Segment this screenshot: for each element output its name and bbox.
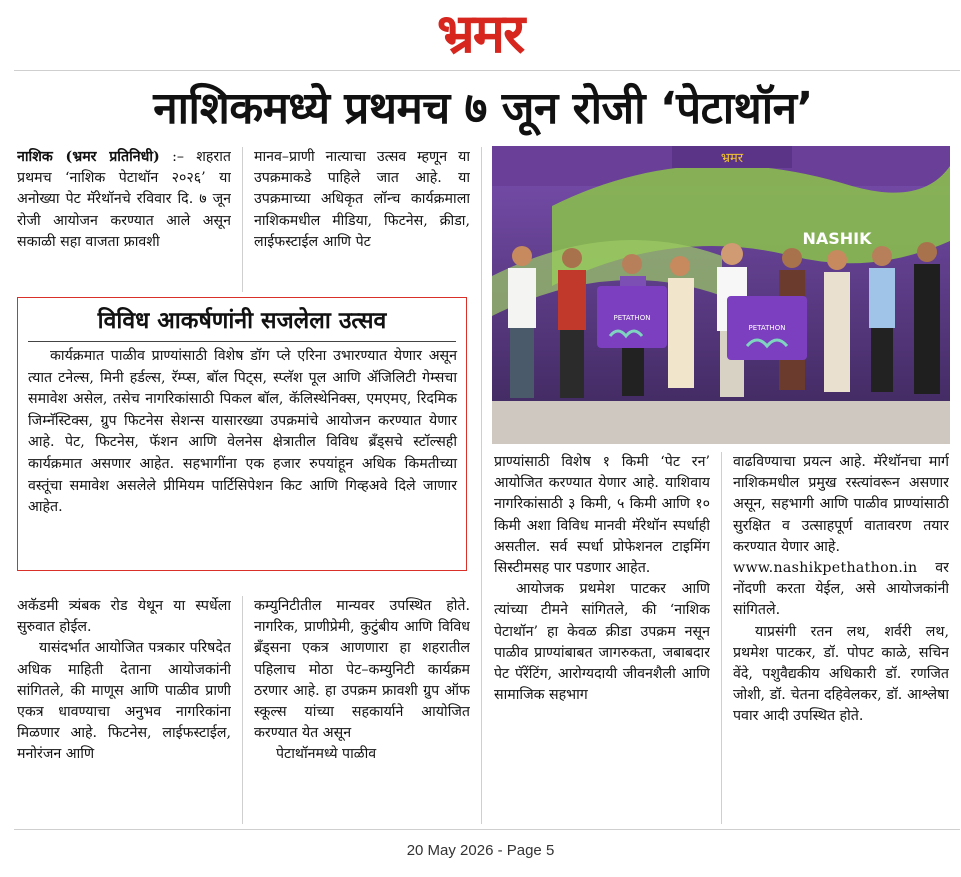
column-2-top-text: मानव–प्राणी नात्याचा उत्सव म्हणून या उपक्रमाकडे पाहिले जात आहे. या उपक्रमाच्या अधिकृत लॉन्च कार्यक्रमाला नाशिकमधील मीडिया, फिटनेस, क्रीडा, लाईफस्टाईल आणि पेट bbox=[254, 149, 470, 250]
newspaper-logo: भ्रमर bbox=[436, 2, 524, 65]
column-1-top bbox=[17, 147, 231, 292]
column-4-text: वाढविण्याचा प्रयत्न आहे. मॅरेथॉनचा मार्ग नाशिकमधील प्रमुख रस्त्यांवरून असणार असून, सहभागी आणि पाळीव प्राण्यांसाठी सुरक्षित व उत्साहपूर्ण वातावरण तयार करण्यात येणार आहे. bbox=[733, 454, 949, 555]
column-1-bottom bbox=[17, 596, 231, 824]
dateline: नाशिक (भ्रमर प्रतिनिधी) bbox=[17, 149, 160, 165]
photo-banner-text: NASHIK bbox=[802, 229, 872, 248]
column-4 bbox=[733, 452, 949, 824]
page-footer: 20 May 2026 - Page 5 bbox=[406, 842, 555, 859]
article-headline: नाशिकमध्ये प्रथमच ७ जून रोजी ‘पेटाथॉन’ bbox=[153, 83, 813, 134]
column-1-bottom-text: अकॅडमी त्र्यंबक रोड येथून या स्पर्धेला सुरुवात होईल. bbox=[17, 598, 231, 636]
website-url: www.nashikpethathon.in bbox=[733, 560, 918, 577]
box-body bbox=[28, 346, 457, 519]
column-2-bottom-text: कम्युनिटीतील मान्यवर उपस्थित होते. नागरिक, प्राणीप्रेमी, कुटुंबीय आणि विविध ब्रँड्सना एकत्र आणणारा हा शहरातील पहिलाच मोठा पेट–कम्युनिटी कार्यक्रम ठरणार आहे. हा उपक्रम फ्रावशी ग्रुप ऑफ स्कूल्स यांच्या सहकार्याने आयोजित करण्यात येत असून bbox=[254, 598, 470, 742]
photo-top-text: भ्रमर bbox=[720, 151, 744, 166]
top-divider bbox=[14, 70, 960, 71]
bottom-divider bbox=[14, 829, 960, 830]
column-divider bbox=[242, 596, 243, 824]
column-divider bbox=[481, 147, 482, 824]
box-title-underline bbox=[28, 341, 456, 342]
box-body-text: कार्यक्रमात पाळीव प्राण्यांसाठी विशेष डॉग प्ले एरिना उभारण्यात येणार असून त्यात टनेल्स, मिनी हर्डल्स, रॅम्प्स, बॉल पिट्स, स्प्लॅश पूल आणि ॲजिलिटी गेम्सचा समावेश असेल, तसेच नागरिकांसाठी पिकल बॉल, कॅलिस्थेनिक्स, एमएमए, रिदमिक जिम्नॅस्टिक्स, ग्रुप फिटनेस सेशन्स यासारख्या उपक्रमांचे आयोजन करण्यात येणार आहे. पेट, फिटनेस, फॅशन आणि वेलनेस क्षेत्रातील विविध ब्रँड्सचे स्टॉल्सही कार्यक्रमात असणार आहेत. सहभागींना एक हजार रुपयांहून अधिक किमतीच्या वस्तूंचा समावेश असलेले प्रीमियम पार्टिसिपेशन किट आणि गिव्हअवे दिले जाणार आहेत. bbox=[28, 348, 457, 516]
column-3-para2: आयोजक प्रथमेश पाटकर आणि त्यांच्या टीमने सांगितले, की ‘नाशिक पेटाथॉन’ हा केवळ क्रीडा उपक्रम नसून पाळीव प्राण्यांबाबत जागरुकता, जबाबदार पेट पॅरेंटिंग, आरोग्यदायी जीवनशैली आणि सामाजिक सहभाग bbox=[494, 581, 710, 704]
masthead bbox=[0, 0, 961, 68]
box-title: विविध आकर्षणांनी सजलेला उत्सव bbox=[97, 308, 387, 334]
column-divider bbox=[242, 147, 243, 292]
column-4-text-after-url: वर नोंदणी करता येईल, असे आयोजकांनी सांगितले. bbox=[733, 560, 949, 619]
column-4-para2: याप्रसंगी रतन लथ, शर्वरी लथ, प्रथमेश पाटकर, डॉ. पोपट काळे, सचिन वेंदे, पशुवैद्यकीय अधिकारी डॉ. रणजित जोशी, डॉ. चेतना दहिवेलकर, डॉ. आश्लेषा पवार आदी उपस्थित होते. bbox=[733, 623, 949, 725]
column-2-top bbox=[254, 147, 470, 292]
column-divider bbox=[721, 452, 722, 824]
column-3 bbox=[494, 452, 710, 824]
column-1-top-text: :– शहरात प्रथमच ‘नाशिक पेटाथॉन २०२६’ या अनोख्या पेट मॅरेथॉनचे रविवार दि. ७ जून रोजी आयोजन करण्यात आले असून सकाळी सहा वाजता फ्रावशी bbox=[17, 149, 231, 250]
shirt-text-right: PETATHON bbox=[748, 324, 786, 332]
column-2-bottom-para2: पेटाथॉनमध्ये पाळीव bbox=[276, 746, 377, 763]
column-2-bottom bbox=[254, 596, 470, 824]
column-3-text: प्राण्यांसाठी विशेष १ किमी ‘पेट रन’ आयोजित करण्यात येणार आहे. याशिवाय नागरिकांसाठी ३ किमी, ५ किमी आणि १० किमी अशा विविध मानवी मॅरेथॉन स्पर्धाही असतील. सर्व स्पर्धा प्रोफेशनल टाइमिंग सिस्टीमसह पार पडणार आहेत. bbox=[494, 454, 710, 577]
column-1-bottom-para2: यासंदर्भात आयोजित पत्रकार परिषदेत अधिक माहिती देताना आयोजकांनी सांगितले, की माणूस आणि पाळीव प्राणी एकत्र धावण्याचा अनुभव नागरिकांना मिळणार आहे. फिटनेस, लाईफस्टाईल, मनोरंजन आणि bbox=[17, 640, 231, 763]
event-photo bbox=[492, 146, 950, 444]
shirt-text-left: PETATHON bbox=[613, 314, 651, 322]
highlight-box bbox=[17, 297, 467, 571]
